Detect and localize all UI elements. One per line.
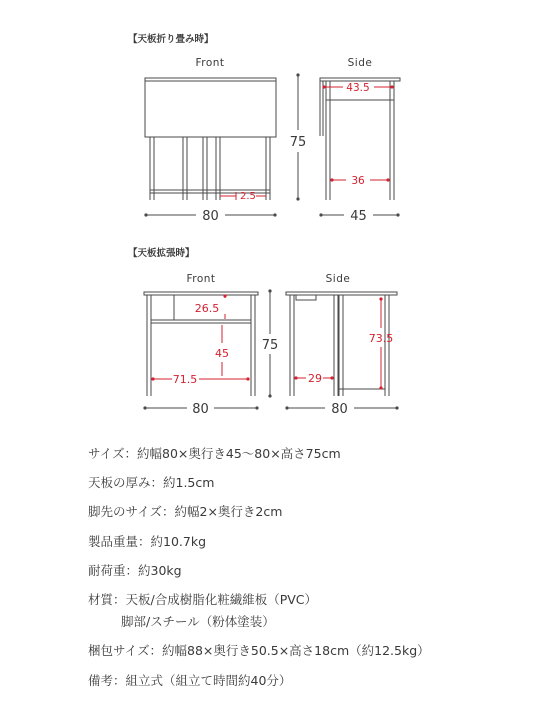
expanded-side-view: [285, 273, 398, 417]
dim-dot: [322, 85, 325, 88]
dim-dot: [379, 386, 382, 389]
expanded-front-label: Front: [186, 273, 216, 285]
expanded-front-width: 80: [192, 402, 209, 417]
spec-package-size: 梱包サイズ：約幅88×奥行き50.5×高さ18cm（約12.5kg）: [88, 643, 430, 659]
folded-front-view: [144, 57, 276, 224]
expanded-side-depth: 80: [331, 402, 348, 417]
dim-dot: [143, 406, 146, 409]
dim-dot: [319, 213, 322, 216]
dim-dot: [268, 394, 271, 397]
dim-dot: [151, 377, 154, 380]
folded-side-label: Side: [347, 57, 373, 69]
expanded-front-lower-value: 45: [215, 347, 229, 360]
expanded-height: 75: [261, 338, 279, 353]
spec-notes: 備考：組立式（組立て時間約40分）: [88, 672, 292, 688]
dim-dot: [379, 297, 382, 300]
dim-dot: [330, 178, 333, 181]
folded-foot-value: 2.5: [240, 191, 256, 202]
spec-material-top: 材質：天板/合成樹脂化粧繊維板（PVC）: [88, 591, 318, 607]
folded-front-drawing: [145, 78, 276, 200]
expanded-front-view: [143, 273, 258, 417]
folded-section: [128, 33, 400, 224]
dim-dot: [296, 73, 299, 76]
folded-height: 75: [289, 135, 307, 150]
dim-dot: [390, 85, 393, 88]
dim-dot: [144, 213, 147, 216]
expanded-front-upper-value: 26.5: [194, 302, 220, 315]
folded-side-top-value: 43.5: [346, 82, 370, 94]
spec-foot-size: 脚先のサイズ：約幅2×奥行き2cm: [88, 504, 283, 520]
dim-dot: [268, 289, 271, 292]
folded-section-label: 【天板折り畳み時】: [128, 34, 214, 45]
folded-side-bottom-value: 36: [351, 175, 365, 187]
expanded-side-right-value: 73.5: [368, 332, 394, 345]
dim-dot: [294, 376, 297, 379]
dim-dot: [255, 406, 258, 409]
spec-list: [88, 446, 528, 702]
dim-dot: [223, 294, 226, 297]
spec-top-thickness: 天板の厚み：約1.5cm: [88, 475, 215, 491]
expanded-side-left-value: 29: [308, 372, 322, 385]
expanded-section-label: 【天板拡張時】: [128, 248, 195, 259]
dim-dot: [285, 406, 288, 409]
folded-side-view: [319, 57, 400, 224]
spec-size: サイズ：約幅80×奥行き45〜80×高さ75cm: [88, 446, 341, 461]
dim-dot: [395, 406, 398, 409]
expanded-side-label: Side: [325, 273, 351, 285]
dim-dot: [396, 213, 399, 216]
dim-dot: [330, 376, 333, 379]
folded-front-label: Front: [195, 57, 225, 69]
folded-front-width: 80: [202, 209, 219, 224]
spec-material-legs: 脚部/スチール（粉体塗装）: [121, 614, 275, 630]
dim-dot: [273, 213, 276, 216]
spec-load-capacity: 耐荷重：約30kg: [88, 562, 182, 578]
expanded-front-inner-width: 71.5: [172, 373, 198, 386]
spec-weight: 製品重量：約10.7kg: [88, 533, 207, 549]
dim-dot: [386, 178, 389, 181]
expanded-section: [128, 247, 399, 417]
folded-side-depth: 45: [350, 209, 367, 224]
dim-dot: [296, 197, 299, 200]
dim-dot: [246, 377, 249, 380]
